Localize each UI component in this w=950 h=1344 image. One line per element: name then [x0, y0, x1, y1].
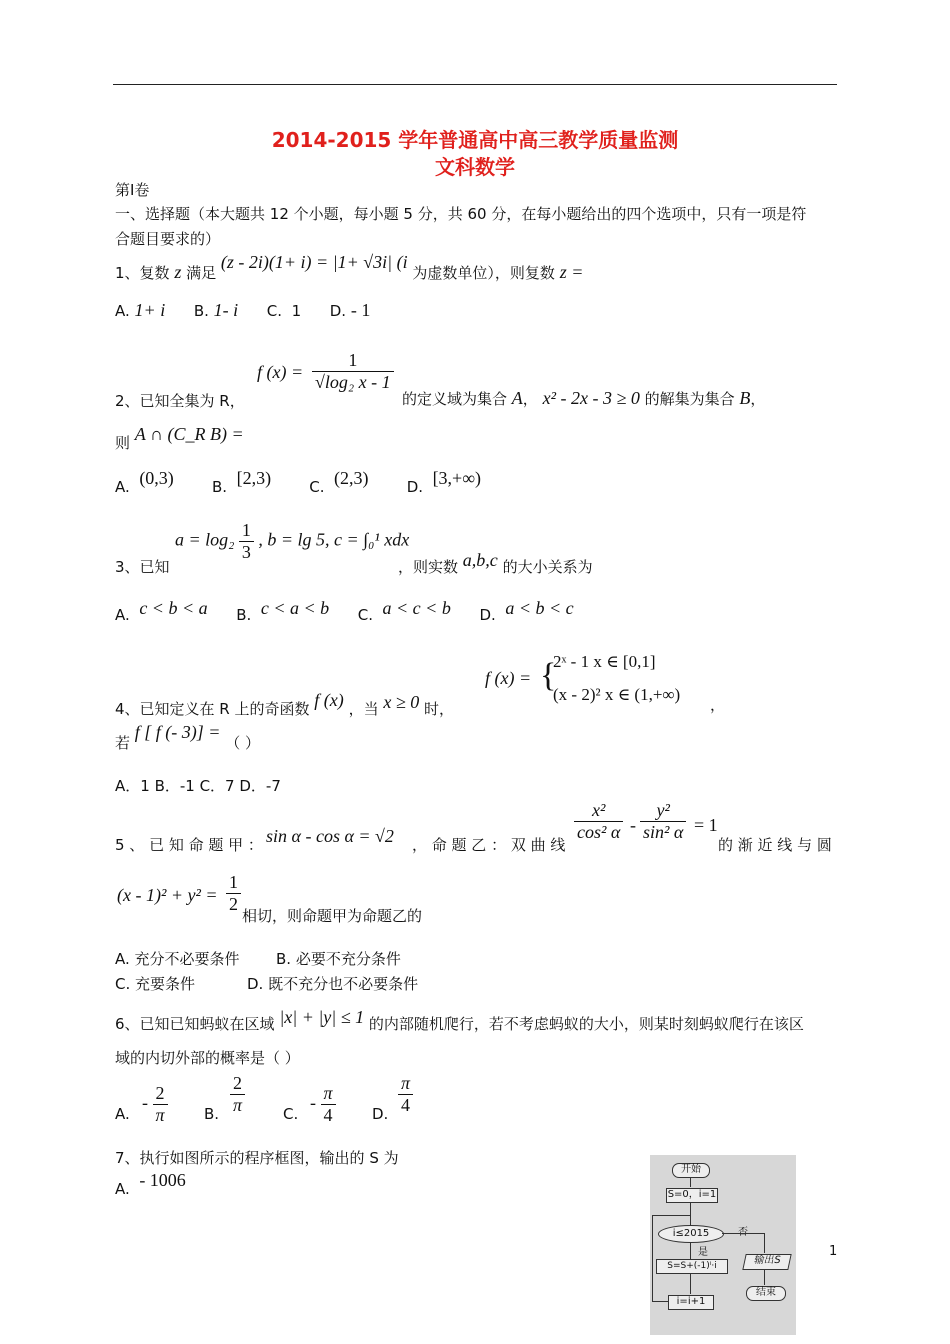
flow-line [690, 1242, 691, 1259]
flow-line [690, 1273, 691, 1294]
section-intro-1: 一、选择题（本大题共 12 个小题，每小题 5 分，共 60 分，在每小题给出的四个选项中，只有一项是符 [115, 205, 807, 223]
question-6-option-a-value: - $\frac{2}{\pi}$ [142, 1083, 168, 1126]
header-rule [113, 84, 837, 85]
question-6-option-c-value: - $\frac{\pi}{4}$ [310, 1083, 336, 1126]
question-2-options: A. (0,3) B. [2,3) C. (2,3) D. [3,+∞) [115, 468, 482, 496]
question-6-line-2: 域的内切外部的概率是（ ） [115, 1049, 300, 1067]
question-4-options: A．1 B．-1 C．7 D．-7 [115, 777, 281, 795]
flow-no-label [738, 1223, 748, 1238]
flow-line [764, 1233, 765, 1253]
flow-init: S=0，i=1 [666, 1188, 718, 1203]
page-number: 1 [829, 1244, 838, 1259]
question-6-option-a-key: A. [115, 1105, 130, 1123]
page-subtitle: 文科数学 [435, 155, 515, 179]
flow-output: 输出S [742, 1254, 791, 1270]
question-7-option-a: A. - 1006 [115, 1170, 186, 1198]
question-4-case-1: 2ˣ - 1 x ∈ [0,1] [553, 652, 656, 671]
flow-end: 结束 [746, 1286, 786, 1301]
hyperbola-equals: = 1 [694, 815, 718, 835]
question-5-tail: 的 渐 近 线 与 圆 [718, 836, 832, 854]
question-2-f-lhs: f (x) = [257, 362, 304, 382]
question-3-formula: a = log₂ $\frac{1}{3}$ , b = lg 5, c = ∫₀¹ xdx [175, 520, 410, 562]
question-5-option-b: B. 必要不充分条件 [276, 950, 401, 968]
question-6-option-c-key: C. [283, 1105, 299, 1123]
circle-equation: (x - 1)² + y² = [117, 885, 218, 905]
question-6-option-b-value: $\frac{2}{\pi}$ [230, 1073, 245, 1116]
flow-condition: i≤2015 [658, 1225, 724, 1243]
question-4-lhs: f (x) = [485, 668, 532, 688]
question-4-end: ， [710, 696, 726, 714]
question-1: 1、复数 z 满足 (z - 2i)(1+ i) = |1+ √3i| (i 为虚数单位），则复数 z = [115, 252, 584, 282]
flow-loop-line [652, 1301, 668, 1302]
question-3-lead: 3、已知 [115, 558, 170, 576]
question-5-ctail: 相切，则命题甲为命题乙的 [242, 907, 423, 925]
question-5-option-a: A. 充分不必要条件 [115, 950, 240, 968]
flow-loop-line [652, 1215, 653, 1302]
flow-body: S=S+(-1)ⁱ·i [656, 1259, 728, 1274]
minus-sign: - [630, 815, 636, 835]
question-4-case-2: (x - 2)² x ∈ (1,+∞) [553, 685, 681, 704]
flow-line [690, 1177, 691, 1187]
question-1-options: A. 1+ i B. 1- i C. 1 D. - 1 [115, 300, 371, 320]
flow-line [764, 1269, 765, 1285]
question-6-lead: 6、已知已知蚂蚁在区域 |x| + |y| ≤ 1 的内部随机爬行，若不考虑蚂蚁的大小，则某时刻蚂蚁爬行在该区 [115, 1007, 804, 1033]
question-7-lead: 7、执行如图所示的程序框图，输出的 S 为 [115, 1149, 399, 1167]
flow-start: 开始 [672, 1163, 710, 1178]
question-5-p1: sin α - cos α = √2 [266, 826, 394, 846]
program-flowchart [650, 1155, 796, 1335]
flow-yes-label: 是 [698, 1247, 708, 1258]
question-4-lead: 4、已知定义在 R 上的奇函数 f (x) ，当 x ≥ 0 时， [115, 690, 455, 718]
question-2-fraction: $\frac{1}{\text{√log₂ x - 1}}$ [312, 350, 394, 393]
question-5-option-c: C. 充要条件 [115, 975, 196, 993]
question-2-rest: 的定义域为集合 A， x² - 2x - 3 ≥ 0 的解集为集合 B， [402, 388, 766, 408]
flow-line [722, 1233, 764, 1234]
flow-loop-line [652, 1215, 690, 1216]
hyperbola-term-x: $\frac{\text{x²}}{\text{cos² α}}$ [574, 800, 623, 843]
flow-line [690, 1202, 691, 1225]
question-5-option-d: D. 既不充分也不必要条件 [247, 975, 419, 993]
flow-increment: i=i+1 [668, 1295, 714, 1310]
question-6-option-d-key: D. [372, 1105, 389, 1123]
question-5-lead: 5 、 已 知 命 题 甲 ： [115, 836, 263, 854]
question-2-then: 则 A ∩ (C_R B) = [115, 424, 244, 452]
case-brace: { [540, 657, 557, 694]
page-title: 2014-2015 学年普通高中高三教学质量监测 [271, 128, 679, 152]
section-intro-2: 合题目要求的） [115, 230, 221, 248]
hyperbola-term-y: $\frac{\text{y²}}{\text{sin² α}}$ [640, 800, 686, 843]
question-6-option-b-key: B. [204, 1105, 220, 1123]
volume-label: 第Ⅰ卷 [115, 181, 150, 199]
question-4-if: 若 f [ f (- 3)] = （ ） [115, 722, 260, 752]
question-6-option-d-value: $\frac{\pi}{4}$ [398, 1073, 413, 1116]
question-3-rest: ，则实数 a,b,c 的大小关系为 [398, 550, 593, 576]
question-5-c1: ， 命 题 乙 ： 双 曲 线 [412, 836, 566, 854]
circle-radius-frac: $\frac{1}{2}$ [226, 872, 241, 915]
question-2-lead: 2、已知全集为 R， [115, 392, 245, 410]
question-3-options: A. c < b < a B. c < a < b C. a < c < b D. a < b < c [115, 598, 574, 624]
